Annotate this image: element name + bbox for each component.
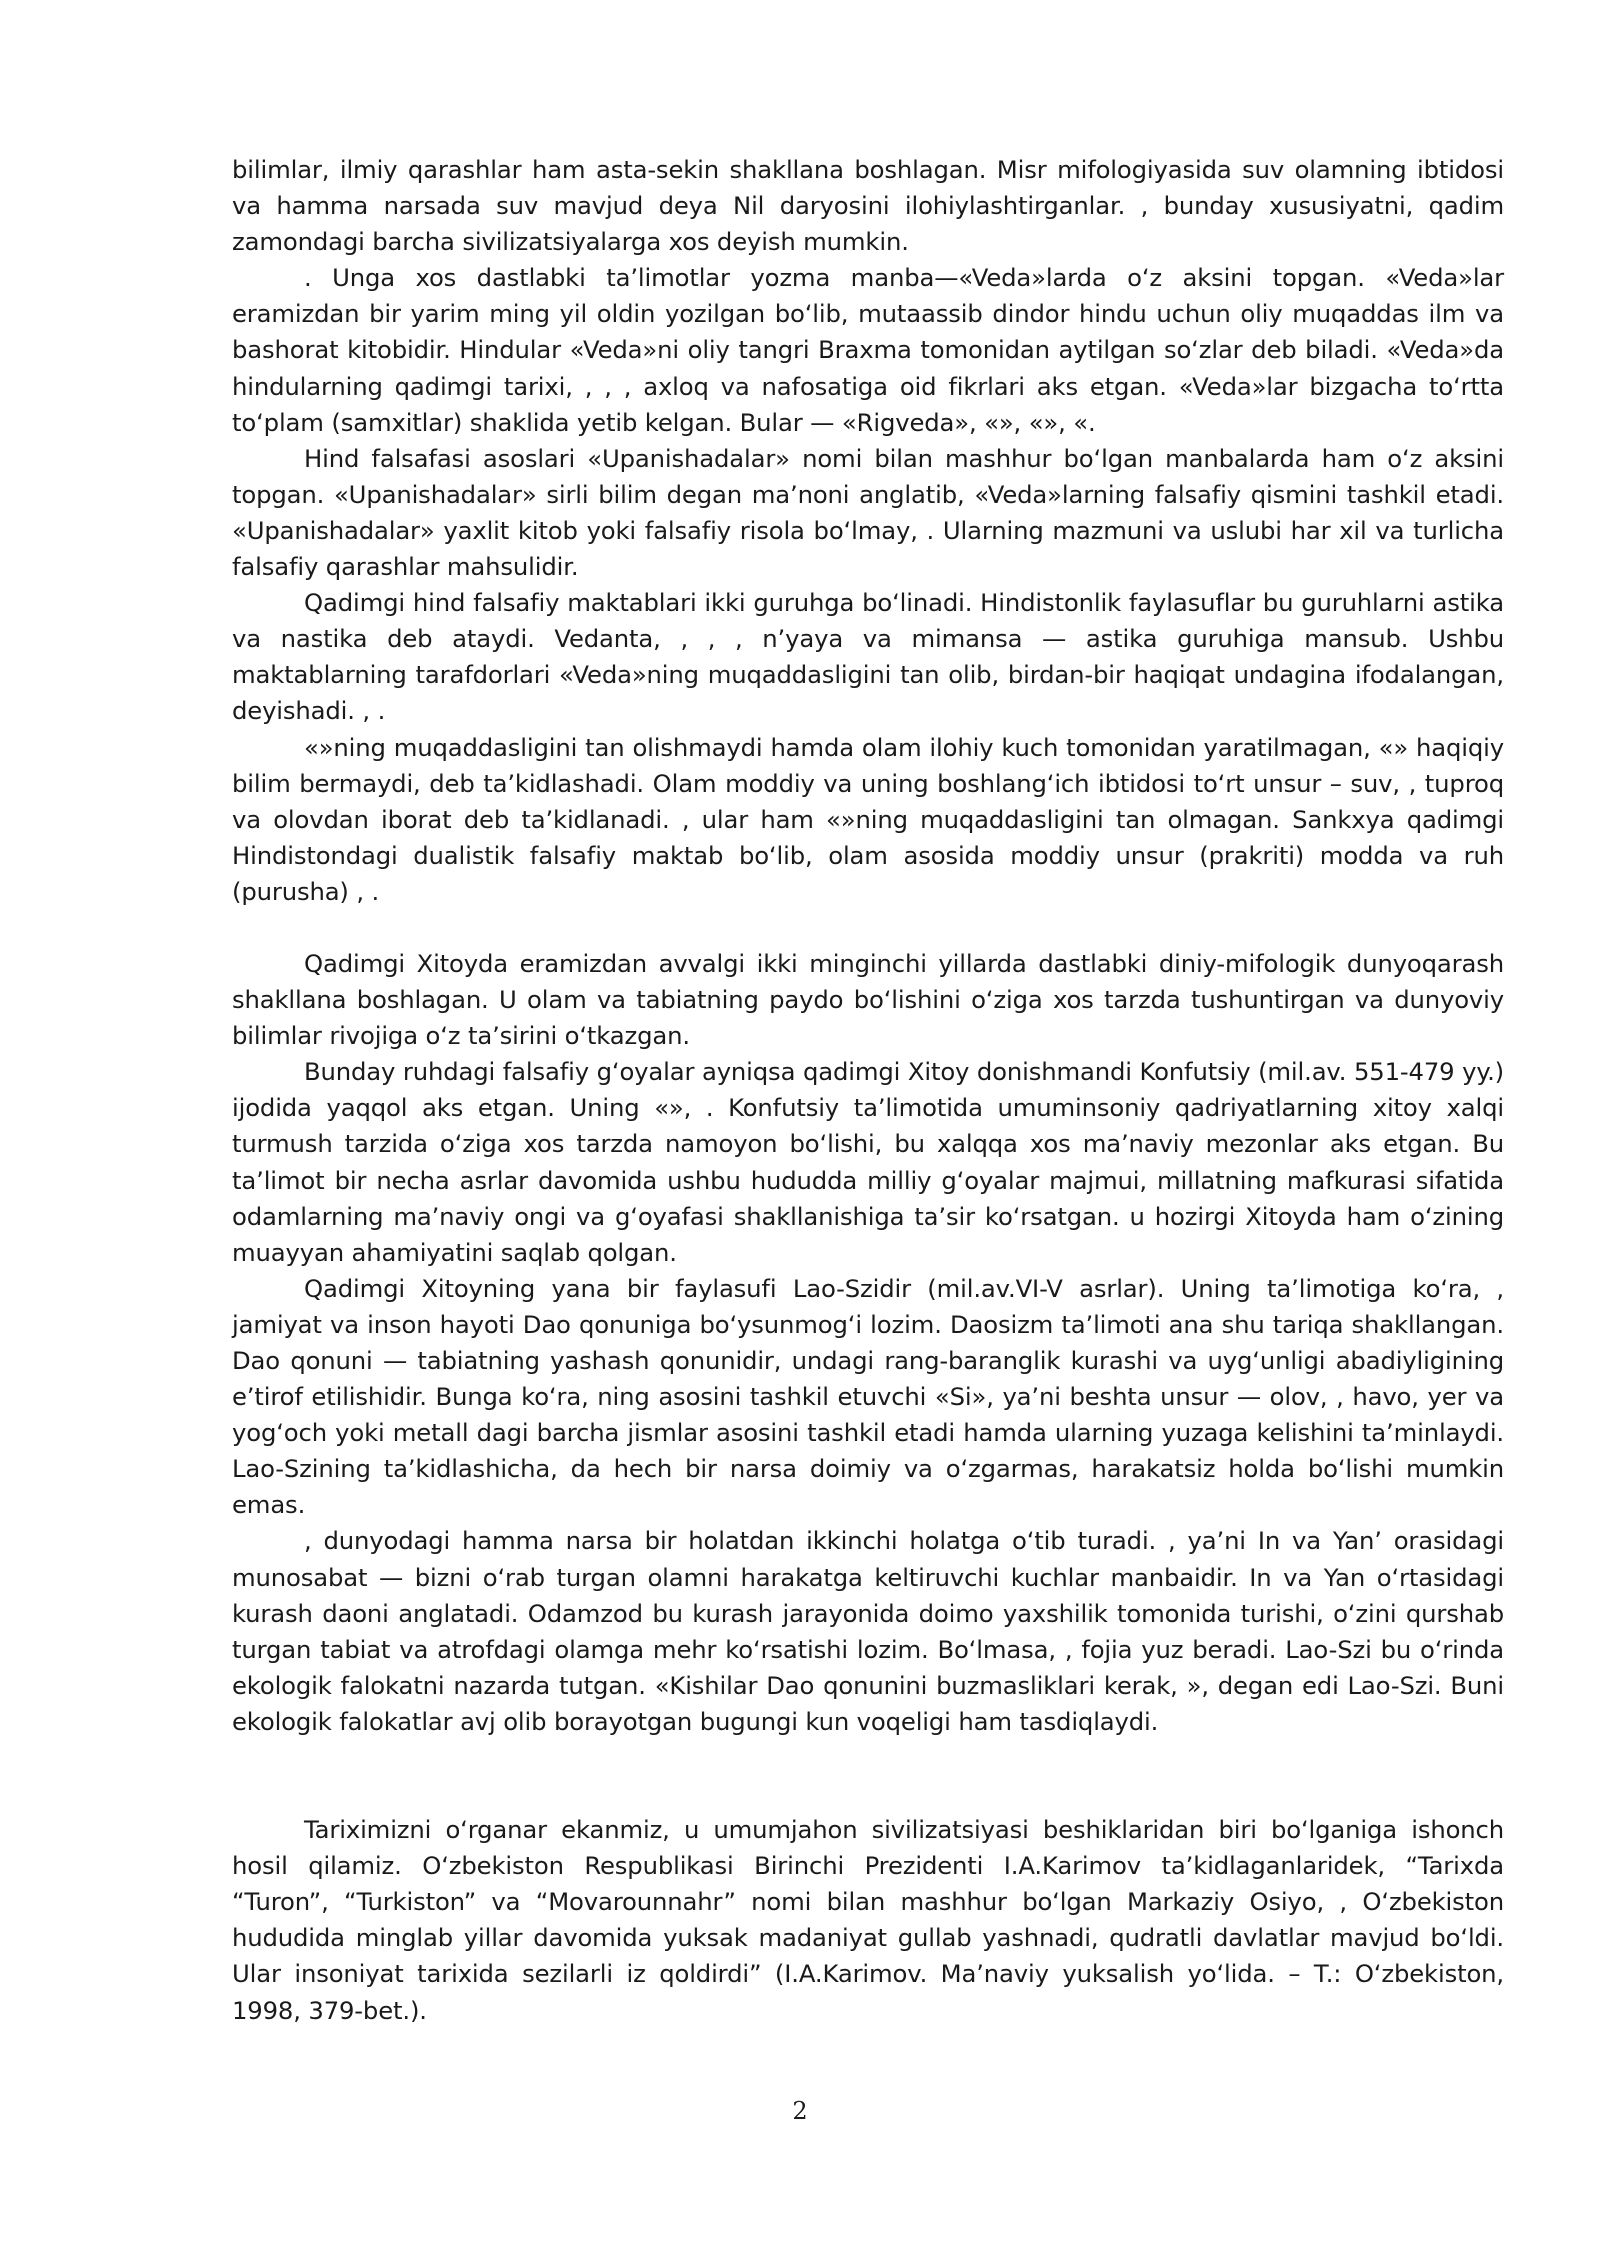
- document-body: [232, 152, 1504, 2029]
- paragraph-lao-tzu: Qadimgi Xitoyning yana bir faylasufi Lao-Szidir (mil.av.VI-V asrlar). Uning ta’limotiga ko‘ra, , jamiyat va inson hayoti Dao qonuniga bo‘ysunmog‘i lozim. Daosizm ta’limoti ana shu tariqa shakllangan. Dao qonuni — tabiatning yashash qonunidir, undagi rang-baranglik kurashi va uyg‘unligi abadiyligining e’tirof etilishidir. Bunga ko‘ra, ning asosini tashkil etuvchi «Si», ya’ni beshta unsur — olov, , havo, yer va yog‘och yoki metall dagi barcha jismlar asosini tashkil etadi hamda ularning yuzaga kelishini ta’minlaydi. Lao-Szining ta’kidlashicha, da hech bir narsa doimiy va o‘zgarmas, harakatsiz holda bo‘lishi mumkin emas.: [232, 1273, 1504, 1520]
- paragraph-uzbekistan-history: Tariximizni o‘rganar ekanmiz, u umumjahon sivilizatsiyasi beshiklaridan biri bo‘lganiga ishonch hosil qilamiz. O‘zbekiston Respublikasi Birinchi Prezidenti I.A.Karimov ta’kidlaganlaridek, “Tarixda “Turon”, “Turkiston” va “Movarounnahr” nomi bilan mashhur bo‘lgan Markaziy Osiyo, , O‘zbekiston hududida minglab yillar davomida yuksak madaniyat gullab yashnadi, qudratli davlatlar mavjud bo‘ldi. Ular insoniyat tarixida sezilarli iz qoldirdi” (I.A.Karimov. Ma’naviy yuksalish yo‘lida. – T.: O‘zbekiston, 1998, 379-bet.).: [232, 1815, 1504, 2025]
- paragraph-yin-yang: , dunyodagi hamma narsa bir holatdan ikkinchi holatga o‘tib turadi. , ya’ni In va Yan’ orasidagi munosabat — bizni o‘rab turgan olamni harakatga keltiruvchi kuchlar manbaidir. In va Yan o‘rtasidagi kurash daoni anglatadi. Odamzod bu kurash jarayonida doimo yaxshilik tomonida turishi, o‘zini qurshab turgan tabiat va atrofdagi olamga mehr ko‘rsatishi lozim. Bo‘lmasa, , fojia yuz beradi. Lao-Szi bu o‘rinda ekologik falokatni nazarda tutgan. «Kishilar Dao qonunini buzmasliklari kerak, », degan edi Lao-Szi. Buni ekologik falokatlar avj olib borayotgan bugungi kun voqeligi ham tasdiqlaydi.: [232, 1526, 1504, 1736]
- section-spacer: [232, 910, 1504, 946]
- section-spacer: [232, 1740, 1504, 1812]
- paragraph-indian-schools: Qadimgi hind falsafiy maktablari ikki guruhga bo‘linadi. Hindistonlik faylasuflar bu guruhlarni astika va nastika deb ataydi. Vedanta, , , , n’yaya va mimansa — astika guruhiga mansub. Ushbu maktablarning tarafdorlari «Veda»ning muqaddasligini tan olib, birdan-bir haqiqat undagina ifodalangan, deyishadi. , .: [232, 588, 1504, 726]
- page-number: 2: [792, 2097, 808, 2125]
- paragraph-ancient-china: Qadimgi Xitoyda eramizdan avvalgi ikki minginchi yillarda dastlabki diniy-mifologik dunyoqarash shakllana boshlagan. U olam va tabiatning paydo bo‘lishini o‘ziga xos tarzda tushuntirgan va dunyoviy bilimlar rivojiga o‘z ta’sirini o‘tkazgan.: [232, 948, 1504, 1051]
- paragraph-egypt-mythology: bilimlar, ilmiy qarashlar ham asta-sekin shakllana boshlagan. Misr mifologiyasida suv olamning ibtidosi va hamma narsada suv mavjud deya Nil daryosini ilohiylashtirganlar. , bunday xususiyatni, qadim zamondagi barcha sivilizatsiyalarga xos deyish mumkin.: [232, 155, 1504, 257]
- paragraph-upanishads: Hind falsafasi asoslari «Upanishadalar» nomi bilan mashhur bo‘lgan manbalarda ham o‘z aksini topgan. «Upanishadalar» sirli bilim degan ma’noni anglatib, «Veda»larning falsafiy qismini tashkil etadi. «Upanishadalar» yaxlit kitob yoki falsafiy risola bo‘lmay, . Ularning mazmuni va uslubi har xil va turlicha falsafiy qarashlar mahsulidir.: [232, 443, 1504, 582]
- paragraph-confucius: Bunday ruhdagi falsafiy g‘oyalar ayniqsa qadimgi Xitoy donishmandi Konfutsiy (mil.av. 551-479 yy.) ijodida yaqqol aks etgan. Uning «», . Konfutsiy ta’limotida umuminsoniy qadriyatlarning xitoy xalqi turmush tarzida o‘ziga xos tarzda namoyon bo‘lishi, bu xalqqa xos ma’naviy mezonlar aks etgan. Bu ta’limot bir necha asrlar davomida ushbu hududda milliy g‘oyalar majmui, millatning mafkurasi sifatida odamlarning ma’naviy ongi va g‘oyafasi shakllanishiga ta’sir ko‘rsatgan. u hozirgi Xitoyda ham o‘zining muayyan ahamiyatini saqlab qolgan.: [232, 1057, 1504, 1267]
- paragraph-veda: . Unga xos dastlabki ta’limotlar yozma manba—«Veda»larda o‘z aksini topgan. «Veda»lar eramizdan bir yarim ming yil oldin yozilgan bo‘lib, mutaassib dindor hindu uchun oliy muqaddas ilm va bashorat kitobidir. Hindular «Veda»ni oliy tangri Braxma tomonidan aytilgan so‘zlar deb biladi. «Veda»da hindularning qadimgi tarixi, , , , axloq va nafosatiga oid fikrlari aks etgan. «Veda»lar bizgacha to‘rtta to‘plam (samxitlar) shaklida yetib kelgan. Bular — «Rigveda», «», «», «.: [232, 263, 1504, 437]
- paragraph-nastika: «»ning muqaddasligini tan olishmaydi hamda olam ilohiy kuch tomonidan yaratilmagan, «» haqiqiy bilim bermaydi, deb ta’kidlashadi. Olam moddiy va uning boshlang‘ich ibtidosi to‘rt unsur – suv, , tuproq va olovdan iborat deb ta’kidlanadi. , ular ham «»ning muqaddasligini tan olmagan. Sankxya qadimgi Hindistondagi dualistik falsafiy maktab bo‘lib, olam asosida moddiy unsur (prakriti) modda va ruh (purusha) , .: [232, 732, 1504, 906]
